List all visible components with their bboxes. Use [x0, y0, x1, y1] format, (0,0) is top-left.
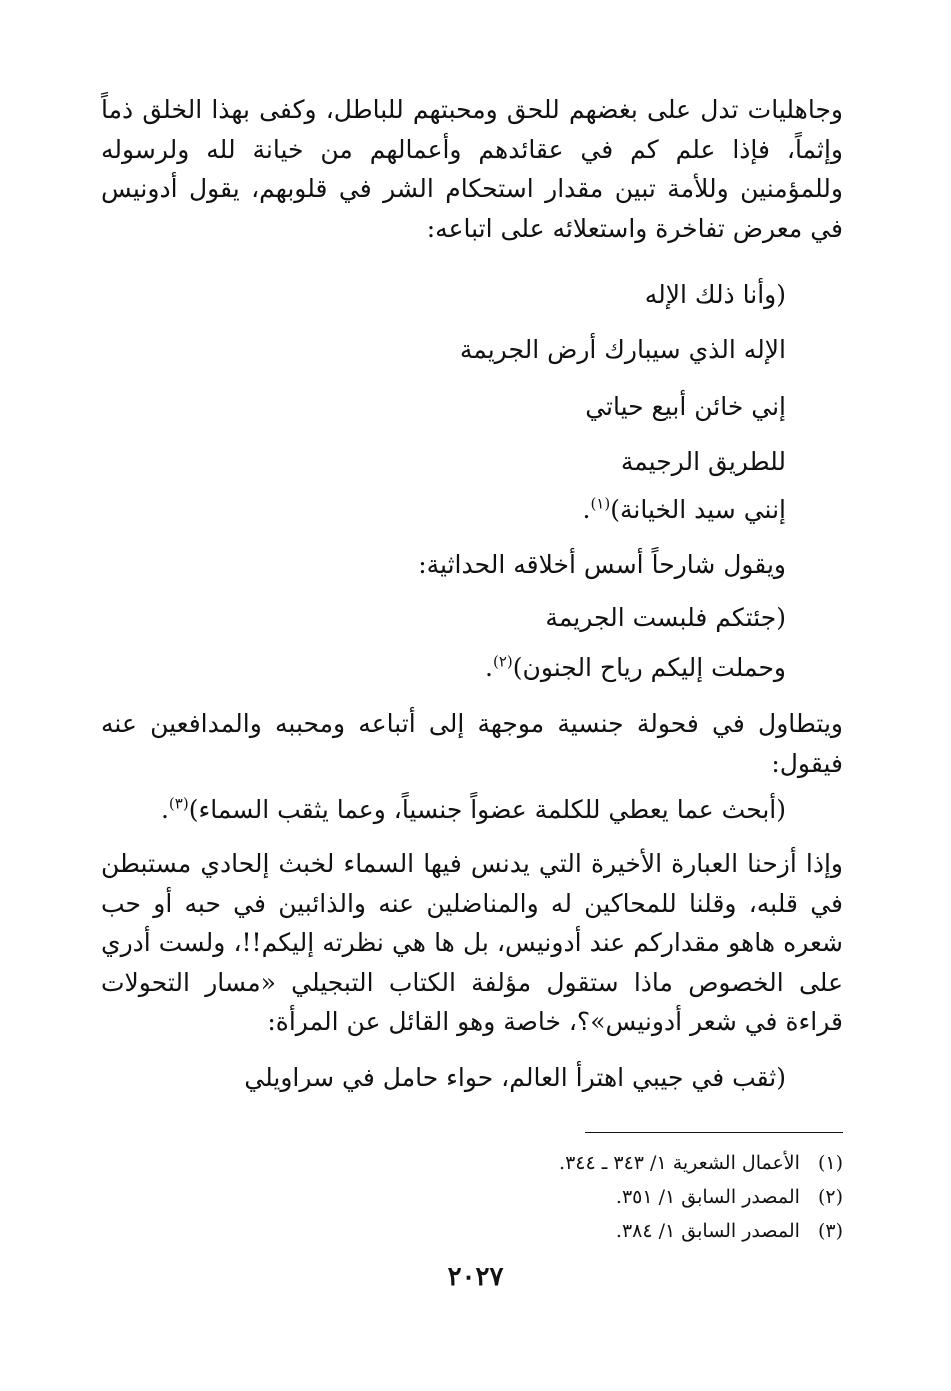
page-number: ٢٠٢٧ — [447, 1262, 504, 1292]
poem-line: للطريق الرجيمة — [620, 447, 786, 476]
footnote-text: الأعمال الشعرية ١/ ٣٤٣ ـ ٣٤٤. — [559, 1152, 800, 1174]
footnote-number: (١) — [817, 1152, 843, 1174]
quote-line: (ثقب في جيبي اهترأ العالم، حواء حامل في سراويلي — [244, 1063, 786, 1092]
second-intro-line: ويقول شارحاً أسس أخلاقه الحداثية: — [418, 550, 786, 579]
line-end-punct: . — [582, 495, 591, 524]
quote-text: (أبحث عما يعطي للكلمة عضواً جنسياً، وعما يثقب السماء) — [188, 795, 786, 824]
poem-line: (جئتكم فلبست الجريمة — [545, 603, 786, 632]
footnote-item — [616, 1182, 843, 1212]
footnote-separator — [585, 1132, 843, 1133]
third-intro-paragraph: ويتطاول في فحولة جنسية موجهة إلى أتباعه ومحببه والمدافعين عنه فيقول: — [101, 709, 843, 778]
line-end-punct: . — [485, 653, 493, 682]
poem-line-text: وحملت إليكم رياح الجنون) — [512, 653, 786, 682]
quote-line — [161, 790, 786, 829]
commentary-paragraph: وإذا أزحنا العبارة الأخيرة التي يدنس فيها السماء لخبث إلحادي مستبطن في قلبه، وقلنا للمحاكين له والمناضلين عنه والذائبين في حبه أو حب شعره هاهو مقداركم عند أدونيس، بل ها هي نظرته إليكم!!، ولست أدري على الخصوص ماذا ستقول مؤلفة الكتاب التبجيلي «مسار التحولات قراءة في شعر أدونيس»؟، خاصة وهو القائل عن المرأة: — [101, 849, 843, 1036]
poem-line: إني خائن أبيع حياتي — [585, 392, 786, 421]
footnote-item — [559, 1148, 843, 1178]
footnote-marker: (١) — [590, 494, 611, 513]
poem-line — [582, 490, 786, 529]
footnote-number: (٣) — [817, 1220, 843, 1242]
footnote-marker: (٢) — [492, 652, 513, 671]
footnote-marker: (٣) — [168, 794, 189, 813]
footnote-number: (٢) — [817, 1186, 843, 1208]
intro-paragraph: وجاهليات تدل على بغضهم للحق ومحبتهم للباطل، وكفى بهذا الخلق ذماً وإثماً، فإذا علم كم في عقائدهم وأعمالهم من خيانة لله ولرسوله وللمؤمنين وللأمة تبين مقدار استحكام الشر في قلوبهم، يقول أدونيس في معرض تفاخرة واستعلائه على اتباعه: — [101, 95, 843, 243]
poem-line: (وأنا ذلك الإله — [644, 280, 786, 309]
poem-line — [485, 648, 786, 687]
poem-line: الإله الذي سيبارك أرض الجريمة — [459, 335, 786, 364]
line-end-punct: . — [160, 795, 169, 824]
footnote-item — [616, 1216, 843, 1246]
footnote-text: المصدر السابق ١/ ٣٥١. — [615, 1186, 800, 1208]
footnote-text: المصدر السابق ١/ ٣٨٤. — [615, 1220, 800, 1242]
poem-line-text: إنني سيد الخيانة) — [610, 495, 786, 524]
